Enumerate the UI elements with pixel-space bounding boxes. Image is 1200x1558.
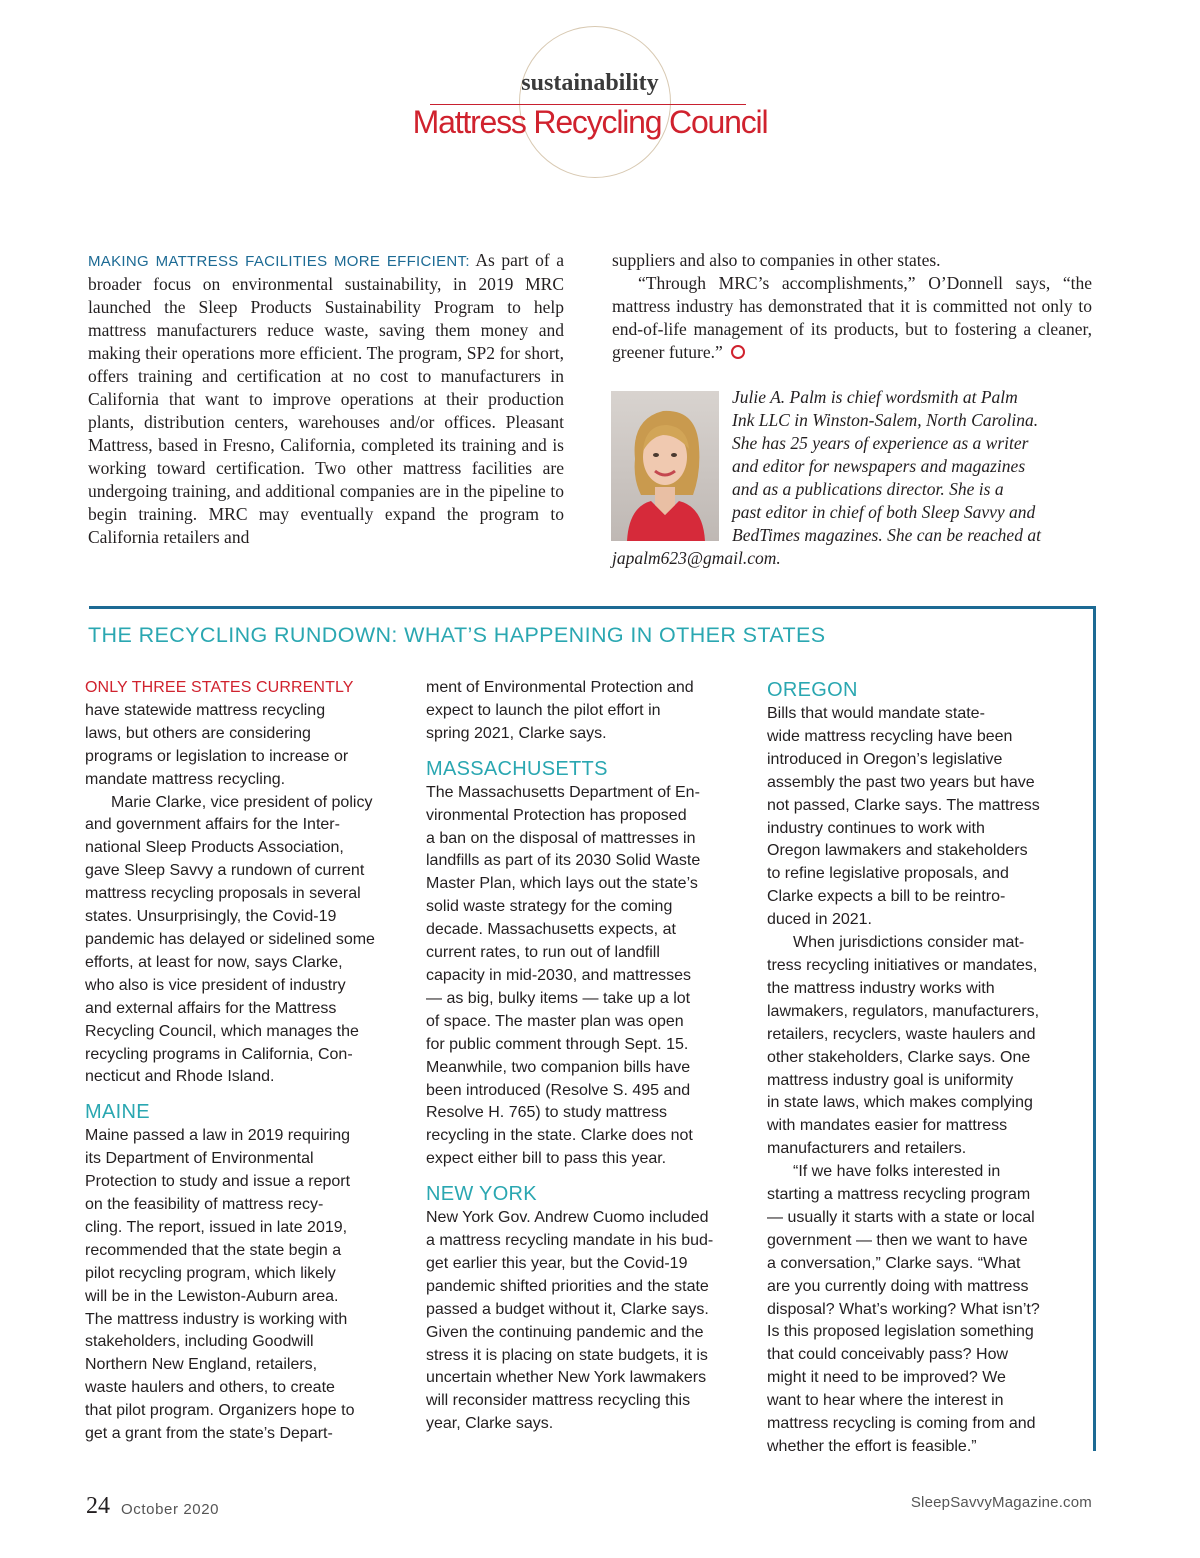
text-line: retailers, recyclers, waste haulers and xyxy=(767,1025,1036,1043)
bio-line: Julie A. Palm is chief wordsmith at Palm xyxy=(732,387,1018,407)
quote-text: “Through MRC’s accomplishments,” O’Donnell says, “the mattress industry has demonstrated that it is committed not only to end-of-life management of its products, but to fostering a cleaner, greener future.” xyxy=(612,273,1092,362)
text-line: landfills as part of its 2030 Solid Waste xyxy=(426,852,701,870)
text-line: gave Sleep Savvy a rundown of current xyxy=(85,862,365,880)
text-line: pilot recycling program, which likely xyxy=(85,1264,336,1282)
article-column-1 xyxy=(88,249,564,549)
text-line: national Sleep Products Association, xyxy=(85,839,344,857)
text-line: Marie Clarke, vice president of policy xyxy=(111,793,373,811)
text-line: will reconsider mattress recycling this xyxy=(426,1392,691,1410)
sidebar-column-1 xyxy=(85,677,395,1446)
text-line: solid waste strategy for the coming xyxy=(426,898,673,916)
text-line: whether the effort is feasible.” xyxy=(767,1438,977,1455)
bio-line: She has 25 years of experience as a writer xyxy=(732,433,1029,453)
text-line: and government affairs for the Inter- xyxy=(85,816,340,834)
sidebar-right-rule xyxy=(1093,606,1096,1451)
bio-line: Ink LLC in Winston-Salem, North Carolina. xyxy=(732,410,1039,430)
text-line: manufacturers and retailers. xyxy=(767,1140,967,1158)
subhead-massachusetts: MASSACHUSETTS xyxy=(426,757,608,780)
text-line: cling. The report, issued in late 2019, xyxy=(85,1218,348,1236)
author-portrait-illustration xyxy=(611,391,719,541)
text-line: states. Unsurprisingly, the Covid-19 xyxy=(85,908,337,926)
text-line: been introduced (Resolve S. 495 and xyxy=(426,1081,691,1099)
text-line: The mattress industry is working with xyxy=(85,1310,348,1328)
text-line: for public comment through Sept. 15. xyxy=(426,1035,689,1053)
text-line: — usually it starts with a state or local xyxy=(767,1208,1035,1226)
text-line: Protection to study and issue a report xyxy=(85,1173,351,1191)
article-body-text: As part of a broader focus on environmental sustainability, in 2019 MRC launched the Sleep Products Sustainability Program to help mattress manufacturers reduce waste, saving them money and making their operations more efficient. The program, SP2 for short, offers training and certification at no cost to manufacturers in California that want to improve operations at their production plants, distribution centers, warehouses and/or offices. Pleasant Mattress, based in Fresno, California, completed its training and is working toward certification. Two other mattress facilities are undergoing training, and additional companies are in the pipeline to begin training. MRC may eventually expand the program to California retailers and xyxy=(88,250,564,547)
bio-line: and as a publications director. She is a xyxy=(732,479,1004,499)
text-line: tress recycling initiatives or mandates, xyxy=(767,956,1038,974)
article-paragraph xyxy=(88,249,564,549)
text-line: assembly the past two years but have xyxy=(767,773,1035,791)
text-line: necticut and Rhode Island. xyxy=(85,1068,275,1086)
text-line: decade. Massachusetts expects, at xyxy=(426,921,676,939)
text-line: get earlier this year, but the Covid-19 xyxy=(426,1254,688,1272)
text-line: efforts, at least for now, says Clarke, xyxy=(85,953,343,971)
text-line: Meanwhile, two companion bills have xyxy=(426,1058,691,1076)
text-line: mattress recycling proposals in several xyxy=(85,885,361,903)
text-line: spring 2021, Clarke says. xyxy=(426,724,607,742)
text-line: Master Plan, which lays out the state’s xyxy=(426,875,698,893)
text-line: industry continues to work with xyxy=(767,819,985,837)
text-line: Bills that would mandate state- xyxy=(767,705,985,722)
article-paragraph xyxy=(612,272,1092,364)
text-line: mandate mattress recycling. xyxy=(85,770,286,788)
sidebar-column-3 xyxy=(767,677,1085,1459)
end-mark-icon xyxy=(731,345,745,359)
website-url: SleepSavvyMagazine.com xyxy=(910,1494,1092,1511)
text-line: recycling programs in California, Con- xyxy=(85,1045,353,1063)
text-line: duced in 2021. xyxy=(767,911,872,929)
text-line: on the feasibility of mattress recy- xyxy=(85,1196,324,1214)
bio-line: BedTimes magazines. She can be reached at xyxy=(732,525,1041,545)
text-line: mattress recycling is coming from and xyxy=(767,1415,1036,1433)
text-line: expect either bill to pass this year. xyxy=(426,1150,667,1168)
header-circle-ornament xyxy=(519,26,671,178)
text-line: current rates, to run out of landfill xyxy=(426,944,660,962)
text-line: who also is vice president of industry xyxy=(85,976,346,994)
text-line: a conversation,” Clarke says. “What xyxy=(767,1254,1021,1272)
text-line: — as big, bulky items — take up a lot xyxy=(426,989,691,1007)
article-run-in-head: MAKING MATTRESS FACILITIES MORE EFFICIENT: xyxy=(88,253,470,270)
text-line: with mandates easier for mattress xyxy=(767,1117,1008,1135)
bio-line: past editor in chief of both Sleep Savvy and xyxy=(732,502,1036,522)
text-line: pandemic has delayed or sidelined some xyxy=(85,930,375,948)
text-line: Oregon lawmakers and stakeholders xyxy=(767,842,1028,860)
text-line: might it need to be improved? We xyxy=(767,1369,1006,1387)
text-line: year, Clarke says. xyxy=(426,1415,554,1433)
text-line: Is this proposed legislation something xyxy=(767,1323,1034,1341)
text-line: recycling in the state. Clarke does not xyxy=(426,1127,693,1145)
page-title: Mattress Recycling Council xyxy=(412,104,768,140)
text-line: starting a mattress recycling program xyxy=(767,1186,1031,1204)
sidebar-top-rule xyxy=(89,606,1096,609)
text-line: waste haulers and others, to create xyxy=(85,1379,335,1397)
article-paragraph: suppliers and also to companies in other states. xyxy=(612,250,941,270)
sidebar-title: THE RECYCLING RUNDOWN: WHAT’S HAPPENING IN OTHER STATES xyxy=(88,623,826,647)
text-line: its Department of Environmental xyxy=(85,1150,314,1168)
text-line: get a grant from the state’s Depart- xyxy=(85,1425,333,1443)
text-line: Northern New England, retailers, xyxy=(85,1356,318,1374)
text-line: The Massachusetts Department of En- xyxy=(426,783,700,801)
text-line: a mattress recycling mandate in his bud- xyxy=(426,1232,714,1250)
text-line: New York Gov. Andrew Cuomo included xyxy=(426,1209,709,1227)
sidebar-column-2 xyxy=(426,677,736,1436)
text-line: government — then we want to have xyxy=(767,1231,1028,1249)
text-line: Resolve H. 765) to study mattress xyxy=(426,1104,667,1122)
text-line: will be in the Lewiston-Auburn area. xyxy=(85,1287,339,1305)
text-line: stakeholders, including Goodwill xyxy=(85,1333,314,1351)
text-line: laws, but others are considering xyxy=(85,724,311,742)
text-line: recommended that the state begin a xyxy=(85,1241,342,1259)
text-line: have statewide mattress recycling xyxy=(85,701,326,719)
text-line: want to hear where the interest in xyxy=(767,1392,1004,1410)
text-line: capacity in mid-2030, and mattresses xyxy=(426,966,692,984)
text-line: lawmakers, regulators, manufacturers, xyxy=(767,1002,1040,1020)
text-line: to refine legislative proposals, and xyxy=(767,865,1009,883)
text-line: pandemic shifted priorities and the state xyxy=(426,1277,709,1295)
text-line: Clarke expects a bill to be reintro- xyxy=(767,888,1006,906)
text-line: not passed, Clarke says. The mattress xyxy=(767,796,1040,814)
page-number: 24 xyxy=(86,1493,110,1519)
text-line: of space. The master plan was open xyxy=(426,1012,684,1030)
text-line: uncertain whether New York lawmakers xyxy=(426,1369,707,1387)
issue-date: October 2020 xyxy=(121,1501,220,1518)
text-line: other stakeholders, Clarke says. One xyxy=(767,1048,1031,1066)
text-line: that pilot program. Organizers hope to xyxy=(85,1402,355,1420)
author-photo xyxy=(611,391,719,541)
text-line: disposal? What’s working? What isn’t? xyxy=(767,1300,1040,1318)
text-line: introduced in Oregon’s legislative xyxy=(767,750,1003,768)
section-label: sustainability xyxy=(521,70,659,96)
subhead-maine: MAINE xyxy=(85,1101,150,1124)
author-bio xyxy=(732,386,1092,547)
text-line: the mattress industry works with xyxy=(767,979,995,997)
text-line: When jurisdictions consider mat- xyxy=(793,934,1025,952)
text-line: ment of Environmental Protection and xyxy=(426,679,694,696)
article-column-2 xyxy=(612,249,1092,364)
text-line: in state laws, which makes complying xyxy=(767,1094,1033,1112)
text-line: programs or legislation to increase or xyxy=(85,747,349,765)
text-line: wide mattress recycling have been xyxy=(767,727,1013,745)
text-line: Recycling Council, which manages the xyxy=(85,1022,359,1040)
sidebar-lead-in: ONLY THREE STATES CURRENTLY xyxy=(85,679,354,696)
text-line: expect to launch the pilot effort in xyxy=(426,701,661,719)
text-line: mattress industry goal is uniformity xyxy=(767,1071,1014,1089)
text-line: Maine passed a law in 2019 requiring xyxy=(85,1127,351,1145)
text-line: “If we have folks interested in xyxy=(793,1163,1001,1181)
text-line: Given the continuing pandemic and the xyxy=(426,1323,704,1341)
text-line: stress it is placing on state budgets, it is xyxy=(426,1346,708,1364)
text-line: vironmental Protection has proposed xyxy=(426,806,687,824)
subhead-new-york: NEW YORK xyxy=(426,1183,537,1206)
author-email: japalm623@gmail.com. xyxy=(612,548,781,568)
text-line: a ban on the disposal of mattresses in xyxy=(426,829,696,847)
text-line: are you currently doing with mattress xyxy=(767,1277,1029,1295)
bio-line: and editor for newspapers and magazines xyxy=(732,456,1026,476)
subhead-oregon: OREGON xyxy=(767,679,858,701)
text-line: that could conceivably pass? How xyxy=(767,1346,1009,1364)
text-line: passed a budget without it, Clarke says. xyxy=(426,1300,709,1318)
text-line: and external affairs for the Mattress xyxy=(85,999,337,1017)
